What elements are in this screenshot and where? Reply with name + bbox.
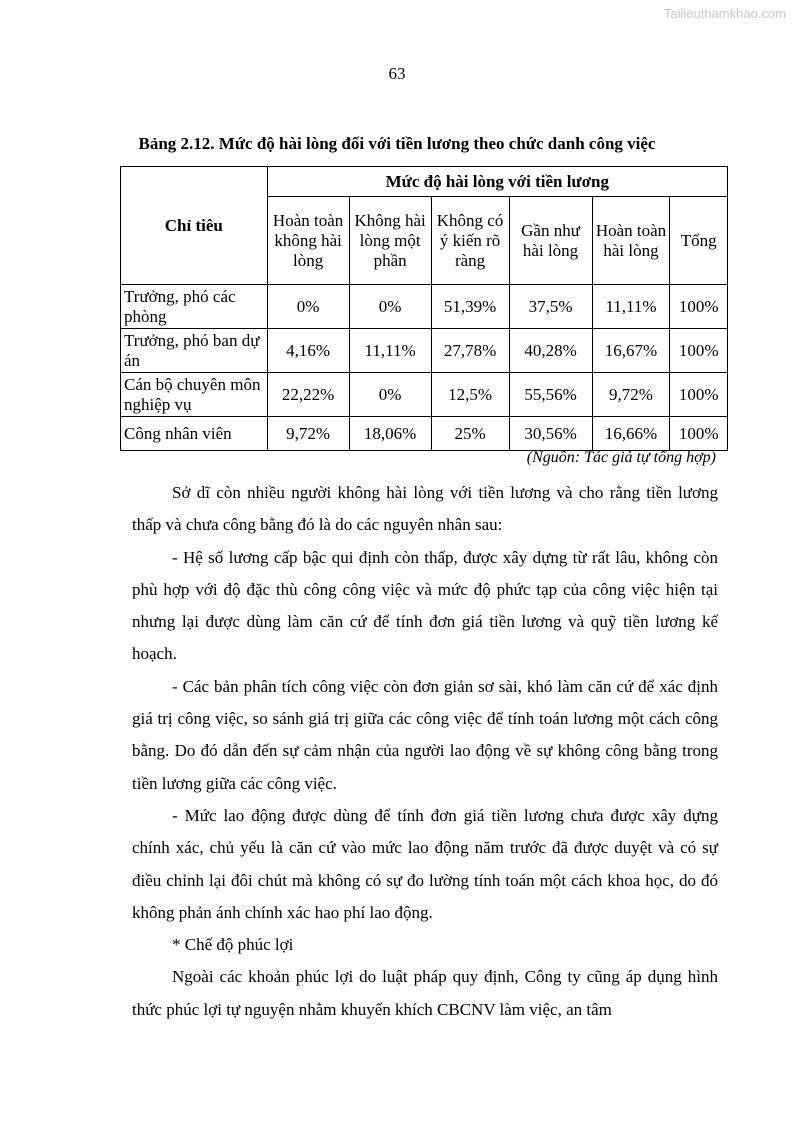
row-label: Trưởng, phó các phòng	[121, 285, 268, 329]
paragraph: - Các bản phân tích công việc còn đơn giản sơ sài, khó làm căn cứ để xác định giá trị công việc, so sánh giá trị giữa các công việc để tính toán lương một cách công bằng. Do đó dẫn đến sự cảm nhận của người lao động về sự không công bằng trong tiền lương giữa các công việc.	[132, 676, 718, 793]
table-cell: 11,11%	[592, 285, 670, 329]
table-cell: 0%	[349, 285, 431, 329]
table-row	[121, 329, 728, 373]
table-row	[121, 285, 728, 329]
table-cell: 0%	[349, 373, 431, 417]
paragraph: Sở dĩ còn nhiều người không hài lòng với tiền lương và cho rằng tiền lương thấp và chưa công bằng đó là do các nguyên nhân sau:	[132, 483, 718, 535]
column-header: Hoàn toàn hài lòng	[592, 197, 670, 285]
column-header: Không hài lòng một phần	[349, 197, 431, 285]
table-cell: 11,11%	[349, 329, 431, 373]
header-group: Mức độ hài lòng với tiền lương	[267, 167, 727, 197]
column-header: Gần như hài lòng	[509, 197, 592, 285]
header-criteria: Chỉ tiêu	[121, 167, 268, 285]
page-number: 63	[388, 64, 406, 83]
row-label: Trưởng, phó ban dự án	[121, 329, 268, 373]
table-cell: 100%	[670, 285, 728, 329]
table-cell: 4,16%	[267, 329, 349, 373]
satisfaction-table	[120, 166, 728, 451]
table-cell: 51,39%	[431, 285, 509, 329]
table-cell: 55,56%	[509, 373, 592, 417]
table-cell: 100%	[670, 373, 728, 417]
row-label: Công nhân viên	[121, 417, 268, 451]
table-cell: 16,67%	[592, 329, 670, 373]
table-row	[121, 373, 728, 417]
table-cell: 0%	[267, 285, 349, 329]
table-cell: 27,78%	[431, 329, 509, 373]
watermark: Tailieuthamkhao.com	[663, 6, 786, 21]
table-cell: 100%	[670, 417, 728, 451]
table-cell: 12,5%	[431, 373, 509, 417]
body-text	[132, 477, 718, 1026]
column-header: Tổng	[670, 197, 728, 285]
section-heading: * Chế độ phúc lợi	[172, 935, 294, 955]
table-title: Bảng 2.12. Mức độ hài lòng đối với tiền lương theo chức danh công việc	[138, 134, 656, 153]
column-header: Không có ý kiến rõ ràng	[431, 197, 509, 285]
table-cell: 18,06%	[349, 417, 431, 451]
table-cell: 16,66%	[592, 417, 670, 451]
table-cell: 30,56%	[509, 417, 592, 451]
paragraph: - Mức lao động được dùng để tính đơn giá tiền lương chưa được xây dựng chính xác, chủ yếu là căn cứ vào mức lao động năm trước đã được duyệt và có sự điều chỉnh lại đôi chút mà không có sự đo lường tính toán một cách khoa học, do đó không phản ánh chính xác hao phí lao động.	[132, 805, 718, 922]
table-cell: 25%	[431, 417, 509, 451]
table-cell: 37,5%	[509, 285, 592, 329]
table-cell: 100%	[670, 329, 728, 373]
table-cell: 40,28%	[509, 329, 592, 373]
table-cell: 9,72%	[267, 417, 349, 451]
paragraph: Ngoài các khoản phúc lợi do luật pháp quy định, Công ty cũng áp dụng hình thức phúc lợi tự nguyện nhằm khuyến khích CBCNV làm việc, an tâm	[132, 967, 718, 1019]
column-header: Hoàn toàn không hài lòng	[267, 197, 349, 285]
row-label: Cán bộ chuyên môn nghiệp vụ	[121, 373, 268, 417]
table-row	[121, 417, 728, 451]
paragraph: - Hệ số lương cấp bậc qui định còn thấp, được xây dựng từ rất lâu, không còn phù hợp với độ đặc thù công công việc và mức độ phức tạp của công việc hiện tại nhưng lại được dùng làm căn cứ để tính đơn giá tiền lương và quỹ tiền lương kế hoạch.	[132, 547, 718, 664]
table-cell: 22,22%	[267, 373, 349, 417]
table-cell: 9,72%	[592, 373, 670, 417]
table-source: (Nguồn: Tác giả tự tổng hợp)	[526, 449, 716, 466]
